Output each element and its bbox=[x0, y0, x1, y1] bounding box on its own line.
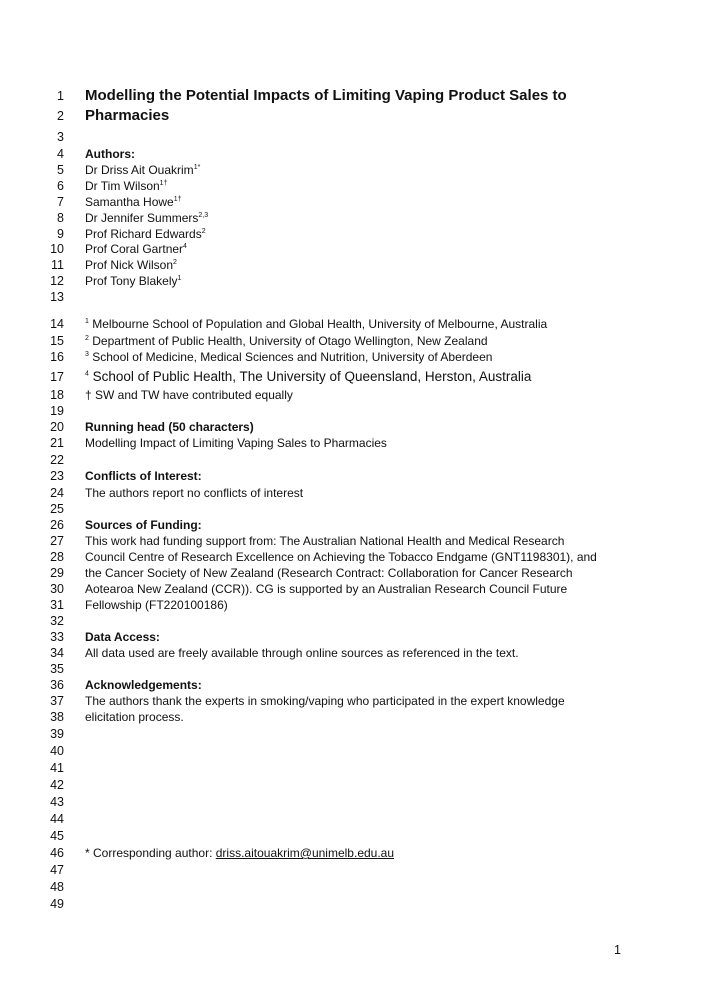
line-number: 31 bbox=[50, 598, 64, 612]
line-number: 48 bbox=[50, 880, 64, 894]
corresponding-author: * Corresponding author: driss.aitouakrim@unimelb.edu.au bbox=[85, 846, 395, 860]
funding-line: Fellowship (FT220100186) bbox=[85, 598, 228, 612]
author-name: Dr Jennifer Summers$^{2,3}$ bbox=[85, 211, 209, 225]
running-head-heading: Running head (50 characters) bbox=[85, 420, 254, 434]
authors-heading: Authors: bbox=[85, 147, 135, 161]
line-number: 36 bbox=[50, 678, 64, 692]
line-number: 32 bbox=[50, 614, 64, 628]
acknowledgements-line: The authors thank the experts in smoking/vaping who participated in the expert knowledge bbox=[85, 694, 565, 708]
conflicts-text: The authors report no conflicts of interest bbox=[85, 486, 304, 500]
author-name: Prof Richard Edwards$^2$ bbox=[85, 227, 206, 241]
contribution-note: † SW and TW have contributed equally bbox=[85, 388, 293, 402]
line-number: 27 bbox=[50, 534, 64, 548]
line-number: 2 bbox=[57, 109, 64, 123]
line-number: 14 bbox=[50, 317, 64, 331]
line-number: 17 bbox=[50, 370, 64, 384]
author-name: Dr Tim Wilson$^{1\dagger}$ bbox=[85, 179, 168, 193]
line-number: 33 bbox=[50, 630, 64, 644]
author-name: Dr Driss Ait Ouakrim$^{1*}$ bbox=[85, 163, 201, 177]
funding-line: the Cancer Society of New Zealand (Research Contract: Collaboration for Cancer Research bbox=[85, 566, 573, 580]
line-number: 44 bbox=[50, 812, 64, 826]
author-name: Samantha Howe$^{1\dagger}$ bbox=[85, 195, 182, 209]
line-number: 9 bbox=[57, 227, 64, 241]
line-number: 28 bbox=[50, 550, 64, 564]
line-number: 4 bbox=[57, 147, 64, 161]
paper-title-line-2: Pharmacies bbox=[85, 107, 170, 124]
line-number: 37 bbox=[50, 694, 64, 708]
funding-line: Aotearoa New Zealand (CCR)). CG is supported by an Australian Research Council Future bbox=[85, 582, 568, 596]
line-number: 16 bbox=[50, 350, 64, 364]
data-access-heading: Data Access: bbox=[85, 630, 160, 644]
line-number: 21 bbox=[50, 436, 64, 450]
data-access-text: All data used are freely available through online sources as referenced in the text. bbox=[85, 646, 519, 660]
line-number: 30 bbox=[50, 582, 64, 596]
line-number: 40 bbox=[50, 744, 64, 758]
corresponding-email-link[interactable]: driss.aitouakrim@unimelb.edu.au bbox=[215, 846, 395, 860]
author-name: Prof Tony Blakely$^1$ bbox=[85, 274, 182, 288]
line-number: 34 bbox=[50, 646, 64, 660]
page-number: 1 bbox=[614, 943, 621, 957]
line-number: 41 bbox=[50, 761, 64, 775]
funding-line: Council Centre of Research Excellence on Achieving the Tobacco Endgame (GNT1198301), and bbox=[85, 550, 597, 564]
author-name: Prof Nick Wilson$^2$ bbox=[85, 258, 177, 272]
affiliation: $^4$ School of Public Health, The University of Queensland, Herston, Australia bbox=[85, 369, 532, 384]
line-number: 45 bbox=[50, 829, 64, 843]
line-number: 10 bbox=[50, 242, 64, 256]
line-number: 11 bbox=[51, 258, 64, 272]
line-number: 24 bbox=[50, 486, 64, 500]
running-head: Modelling Impact of Limiting Vaping Sales to Pharmacies bbox=[85, 436, 387, 450]
line-number: 3 bbox=[57, 130, 64, 144]
line-number: 25 bbox=[50, 502, 64, 516]
affiliation: $^1$ Melbourne School of Population and Global Health, University of Melbourne, Australia bbox=[85, 317, 548, 331]
funding-heading: Sources of Funding: bbox=[85, 518, 202, 532]
line-number: 22 bbox=[50, 453, 64, 467]
line-number: 19 bbox=[50, 404, 64, 418]
line-number: 38 bbox=[50, 710, 64, 724]
acknowledgements-line: elicitation process. bbox=[85, 710, 184, 724]
funding-line: This work had funding support from: The Australian National Health and Medical Research bbox=[85, 534, 565, 548]
affiliation: $^3$ School of Medicine, Medical Sciences and Nutrition, University of Aberdeen bbox=[85, 350, 493, 364]
line-number: 15 bbox=[50, 334, 64, 348]
acknowledgements-heading: Acknowledgements: bbox=[85, 678, 202, 692]
line-number: 35 bbox=[50, 662, 64, 676]
affiliation: $^2$ Department of Public Health, University of Otago Wellington, New Zealand bbox=[85, 334, 488, 348]
line-number: 43 bbox=[50, 795, 64, 809]
line-number: 5 bbox=[57, 163, 64, 177]
line-number: 13 bbox=[50, 290, 64, 304]
paper-title-line-1: Modelling the Potential Impacts of Limiting Vaping Product Sales to bbox=[85, 87, 567, 104]
line-number: 6 bbox=[57, 179, 64, 193]
line-number: 39 bbox=[50, 727, 64, 741]
conflicts-heading: Conflicts of Interest: bbox=[85, 469, 202, 483]
line-number: 47 bbox=[50, 863, 64, 877]
line-number: 20 bbox=[50, 420, 64, 434]
line-number: 7 bbox=[57, 195, 64, 209]
line-number: 1 bbox=[57, 89, 64, 103]
line-number: 46 bbox=[50, 846, 64, 860]
line-number: 8 bbox=[57, 211, 64, 225]
line-number: 26 bbox=[50, 518, 64, 532]
line-number: 18 bbox=[50, 388, 64, 402]
line-number: 12 bbox=[50, 274, 64, 288]
line-number: 29 bbox=[50, 566, 64, 580]
author-name: Prof Coral Gartner$^4$ bbox=[85, 242, 187, 256]
line-number: 49 bbox=[50, 897, 64, 911]
line-number: 42 bbox=[50, 778, 64, 792]
line-number: 23 bbox=[50, 469, 64, 483]
